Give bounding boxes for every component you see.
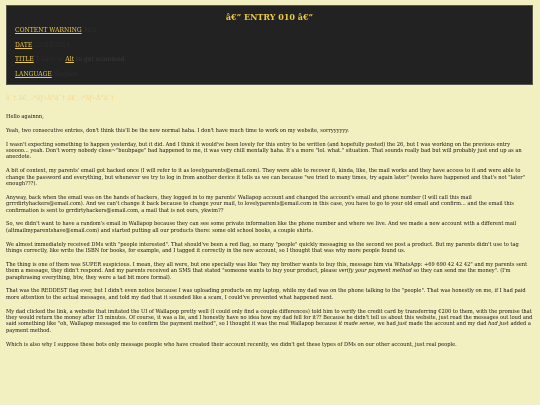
meta-value-title-post: to get scammed: [76, 56, 125, 63]
meta-label-content-warning[interactable]: CONTENT WARNING: [15, 27, 82, 34]
paragraph: [6, 262, 534, 281]
meta-value-title-pre: I have to: [36, 56, 64, 63]
emphasis-text: had just: [488, 321, 509, 328]
meta-label-date[interactable]: DATE: [15, 41, 33, 49]
emphasis-text: just: [397, 321, 408, 328]
paragraph: That was the REDDEST flag ever, but I didn't even notice because I was uploading products on my laptop, while my dad was on the phone talking to the "people". That was honestly on me, if I had paid more attention to the actual messages, and told my dad that it sounded like a scam, I could've prevented what happened next.: [6, 288, 526, 301]
meta-row-language: [15, 72, 524, 87]
paragraph-text: , we had: [374, 321, 398, 328]
paragraph: A bit of context, my parents' email got hacked once (I will refer to it as lovelyparents@email.com). They were able to recover it, kinda, like, the mail works and they have access to it and were able to change the password and everything, but whenever we try to log in from another device it tells us we can because "we tried to many times, try again later" (weeks have happened and that's not "later" enough???).: [6, 168, 526, 188]
meta-value-date: 25/03/2024: [35, 41, 70, 49]
decorative-divider: â˜†.ã€‚.:*ãƒ»Â°â˜†.ã€‚.:*ãƒ»Â°â˜†: [6, 95, 115, 102]
paragraph-text: added a payment method.: [6, 321, 531, 334]
paragraph-text: My dad clicked the link, a website that imitated the UI of Wallapop pretty well (I could only find a couple differences) told him to verify the credit card by transferring €200 to them, with the promise that they would return the money after 15 minutes. Of course, it was a lie, and I honestly have no idea how my dad fell for it?? Because he didn't tell us about this website, just read the messages out loud and said something like "oh, Wallapop messaged me to confirm the payment method", so I thought it was the real Wallapop because: [6, 308, 533, 328]
paragraph: Hello againnn,: [6, 114, 44, 120]
paragraph: Yeah, two consecutive entries, don't think this'll be the new normal haha. I don't have much time to work on my website, sorryyyyyy.: [6, 127, 350, 134]
paragraph: Which is also why I suppose these bots only message people who have created their account recently, we didn't get these types of DMs on our other account, just real people.: [6, 341, 457, 348]
entry-title: â€” ENTRY 010 â€”: [225, 12, 314, 22]
entry-header: [6, 5, 533, 85]
paragraph: So, we didn't want to have a random's email in Wallapop because they can see some private information like the phone number and where we live. And we made a new account with a different mail (altmailmyparentshave@email.com) and started putting all our products there: some old school books, a couple shirts.: [6, 221, 517, 234]
meta-value-content-warning: N/A: [84, 27, 97, 34]
emphasis-text: verify your payment method: [338, 268, 412, 275]
meta-label-title[interactable]: TITLE: [15, 56, 34, 63]
meta-title-link[interactable]: Alt: [65, 56, 75, 63]
meta-row-date: [15, 43, 524, 58]
paragraph-text: so they can send me the money". (I'm paraphrasing everything, btw, they were a tad bit more formal).: [6, 268, 511, 281]
meta-row-title: [15, 57, 524, 72]
paragraph-text: made the account and my dad: [407, 321, 489, 328]
emphasis-text: it made sense: [338, 321, 375, 328]
paragraph: We almost immediately received DMs with "people interested". That should've been a red flag, so many "people" quickly messaging us the second we post a product. But my parents didn't use to tag things correctly, like write the ISBN for books, for example, and I tagged it correctly in the new account, so I thought that was why more people found us.: [6, 241, 519, 255]
paragraph: Anyway, back when the email was on the hands of hackers, they logged in to my parents' Wallapop account and changed the account's email and phone number (I will call this mail grrrdirtyhackers@email.com). And we can't change it back because to change your mail, to lovelyparents@email.com in this case, you have to go to your old email and confirm... and the email this confirmation is sent to grrdirtyhackers@email.com, a mail that is not ours, ykwim??: [6, 194, 514, 214]
paragraph: I wasn't expecting something to happen yesterday, but it did. And I think it would've been lovely for this entry to be written (and hopefully posted) the 26, but I was working on the previous entry sooooo... yeah. Don't worry nobody close~"buubpage" bad happened to me, it was very chill mentally haha. It's a more "lol. what." situation. That sounds really bad but will probably just end up as an anecdote.: [6, 141, 522, 161]
meta-row-content-warning: [15, 28, 524, 43]
meta-value-language: English: [54, 70, 78, 78]
paragraph: [6, 309, 534, 335]
paragraph-text: The thing is one of them was SUPER suspicious. I mean, they all were, but one specially was like "hey my brother wants to buy this, message him via WhatsApp: +69 690 42 42 42" and my parents sent them a message, they didn't respond. And my parents received an SMS that stated "someone wants to buy your product, please: [6, 261, 528, 275]
entry-body: [6, 114, 534, 355]
meta-label-language[interactable]: LANGUAGE: [15, 70, 52, 78]
